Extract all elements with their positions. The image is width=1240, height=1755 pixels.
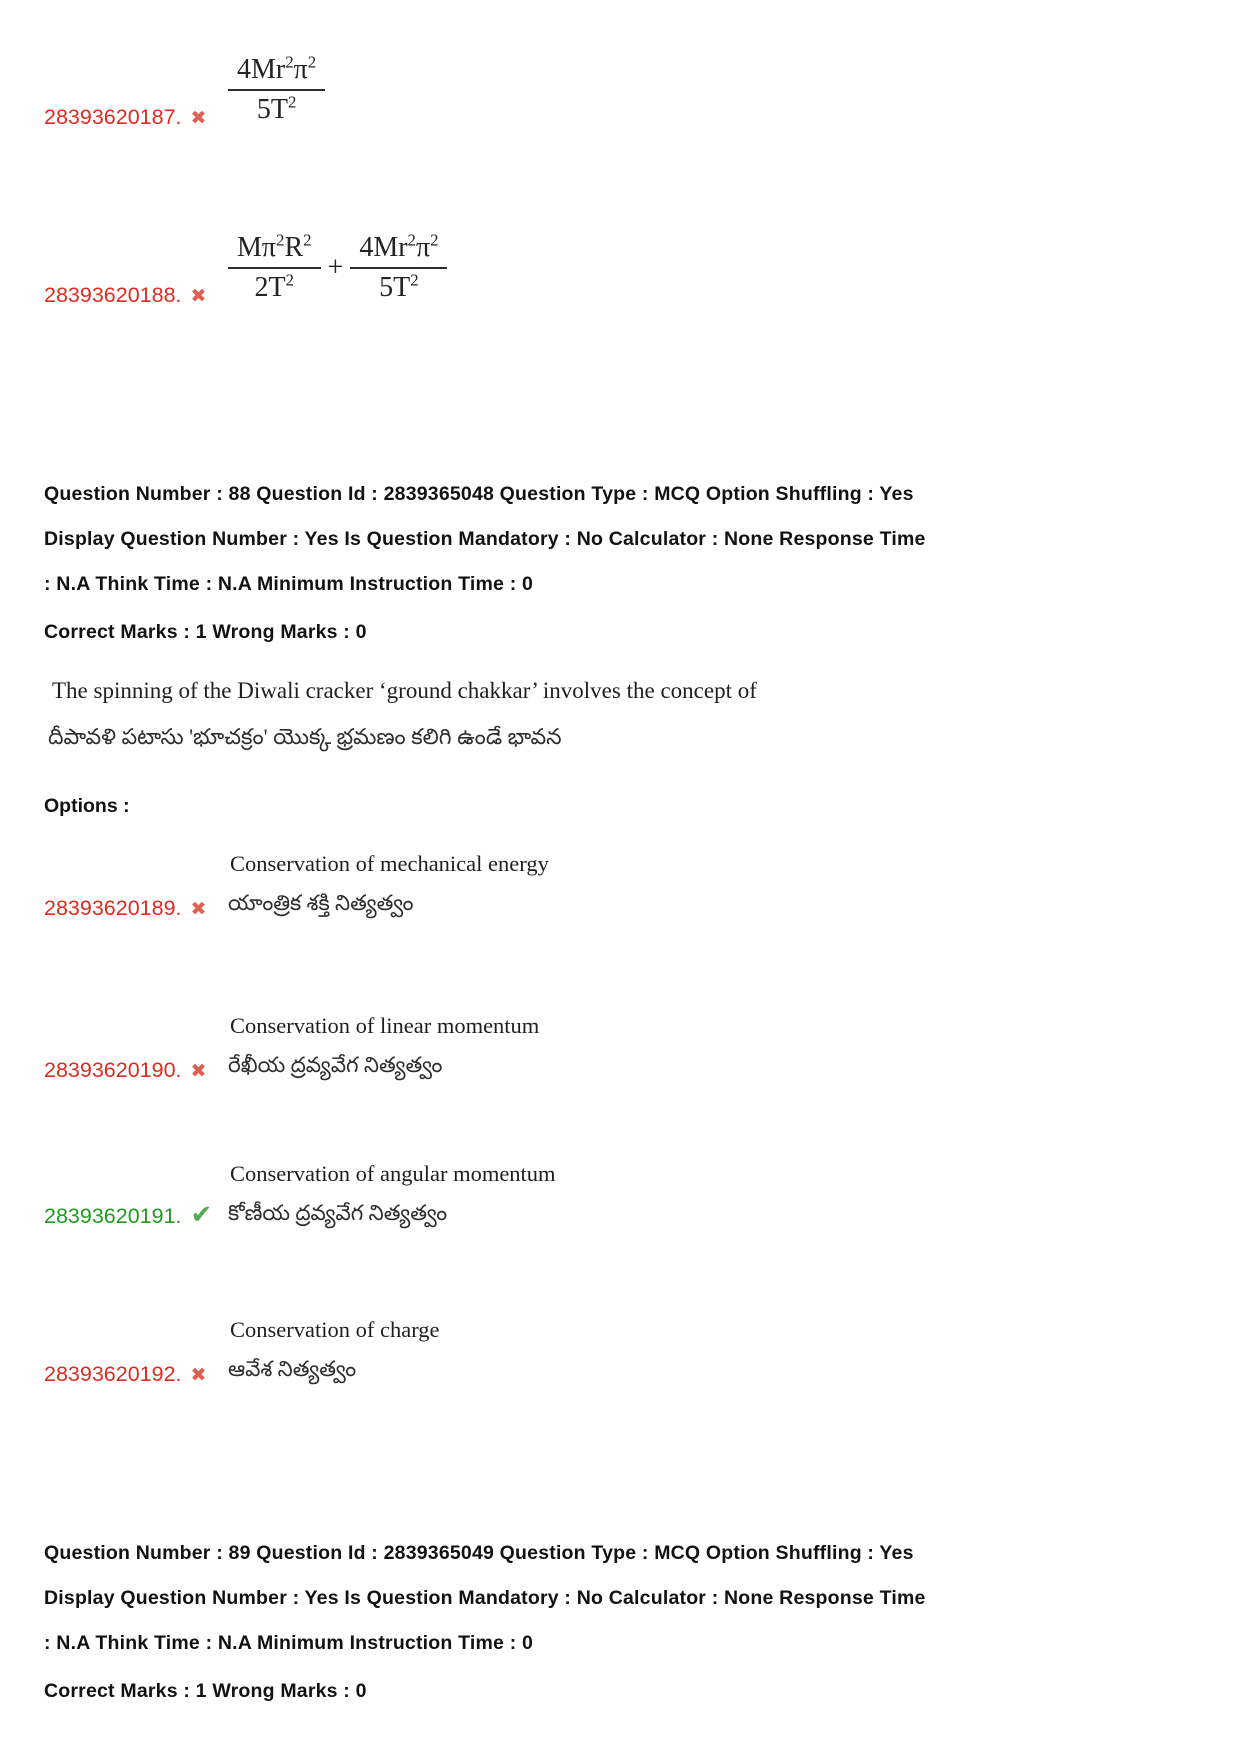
plus-operator: + xyxy=(327,252,344,283)
wrong-answer-icon: ✖ xyxy=(190,1060,207,1083)
formula-base: Mπ xyxy=(237,232,277,263)
correct-answer-icon: ✔ xyxy=(190,1200,213,1231)
question-meta-line: Question Number : 89 Question Id : 2839365049 Question Type : MCQ Option Shuffling : Yes xyxy=(44,1542,914,1564)
question-88-block xyxy=(44,472,1196,1387)
option-row-28393620187 xyxy=(44,52,1196,130)
option-id: 28393620191. xyxy=(44,1204,182,1229)
question-89-block xyxy=(44,1531,1196,1712)
formula-exponent: 2 xyxy=(285,270,294,290)
option-id-group xyxy=(44,1058,228,1083)
question-text-english: The spinning of the Diwali cracker ‘ground chakkar’ involves the concept of xyxy=(52,678,757,703)
option-id: 28393620187. xyxy=(44,105,182,130)
formula-exponent: 2 xyxy=(303,230,312,250)
formula-base: R xyxy=(284,232,304,263)
option-row-28393620189 xyxy=(44,849,1196,921)
option-text-english: Conservation of linear momentum xyxy=(230,1013,540,1038)
formula-exponent: 2 xyxy=(407,230,416,250)
option-content xyxy=(228,1011,539,1083)
option-text-telugu: రేఖీయ ద్రవ్యవేగ నిత్యత్వం xyxy=(228,1053,443,1077)
option-formula xyxy=(228,230,447,306)
option-text-english: Conservation of charge xyxy=(230,1317,440,1342)
formula-exponent: 2 xyxy=(410,270,419,290)
fraction-denominator xyxy=(228,91,325,128)
formula-exponent: 2 xyxy=(287,92,297,112)
formula-exponent: 2 xyxy=(430,230,439,250)
option-id: 28393620190. xyxy=(44,1058,182,1083)
option-id: 28393620188. xyxy=(44,283,182,308)
marks-line: Correct Marks : 1 Wrong Marks : 0 xyxy=(44,1680,367,1702)
question-meta-line: : N.A Think Time : N.A Minimum Instruction Time : 0 xyxy=(44,573,534,595)
question-meta-line: Question Number : 88 Question Id : 2839365048 Question Type : MCQ Option Shuffling : Yes xyxy=(44,483,914,505)
fraction-denominator xyxy=(350,269,447,306)
fraction xyxy=(228,52,325,128)
formula-exponent: 2 xyxy=(276,230,285,250)
question-meta-line: : N.A Think Time : N.A Minimum Instruction Time : 0 xyxy=(44,1632,534,1654)
option-text-english: Conservation of angular momentum xyxy=(230,1161,556,1186)
option-text-english: Conservation of mechanical energy xyxy=(230,851,549,876)
fraction xyxy=(228,230,321,306)
options-label: Options : xyxy=(44,795,130,817)
option-id-group xyxy=(44,283,228,308)
option-text-telugu: ఆవేశ నిత్యత్వం xyxy=(228,1357,357,1381)
question-meta-line: Display Question Number : Yes Is Question Mandatory : No Calculator : None Response Time xyxy=(44,1587,926,1609)
formula-base: π xyxy=(415,232,431,263)
option-row-28393620190 xyxy=(44,1011,1196,1083)
formula-exponent: 2 xyxy=(307,52,317,72)
option-id-group xyxy=(44,1362,228,1387)
option-id-group xyxy=(44,896,228,921)
question-88-metadata xyxy=(44,472,1196,607)
fraction xyxy=(350,230,447,306)
fraction-numerator xyxy=(350,230,447,269)
option-id-group xyxy=(44,1201,228,1231)
wrong-answer-icon: ✖ xyxy=(190,285,207,308)
option-text-telugu: కోణీయ ద్రవ్యవేగ నిత్యత్వం xyxy=(228,1201,448,1225)
formula-base: 2T xyxy=(254,272,286,303)
fraction-numerator xyxy=(228,230,321,269)
option-text-telugu: యాంత్రిక శక్తి నిత్యత్వం xyxy=(228,891,414,915)
question-89-metadata xyxy=(44,1531,1196,1666)
previous-question-options xyxy=(44,52,1196,308)
fraction-numerator xyxy=(228,52,325,91)
option-content xyxy=(228,1315,440,1387)
formula-base: 4Mr xyxy=(359,232,408,263)
formula-base: 5T xyxy=(379,272,411,303)
option-formula xyxy=(228,52,325,128)
fraction-denominator xyxy=(228,269,321,306)
formula-base: 4Mr xyxy=(237,54,286,85)
wrong-answer-icon: ✖ xyxy=(190,107,207,130)
wrong-answer-icon: ✖ xyxy=(190,1364,207,1387)
option-id: 28393620189. xyxy=(44,896,182,921)
question-text-telugu: దీపావళి పటాసు 'భూచక్రం' యొక్క భ్రమణం కలిగి ఉండే భావన xyxy=(48,724,562,749)
option-row-28393620192 xyxy=(44,1315,1196,1387)
formula-exponent: 2 xyxy=(285,52,294,72)
marks-line: Correct Marks : 1 Wrong Marks : 0 xyxy=(44,621,367,643)
formula-base: π xyxy=(293,54,308,85)
question-meta-line: Display Question Number : Yes Is Question Mandatory : No Calculator : None Response Time xyxy=(44,528,926,550)
wrong-answer-icon: ✖ xyxy=(190,898,207,921)
option-id: 28393620192. xyxy=(44,1362,182,1387)
option-row-28393620188 xyxy=(44,230,1196,308)
option-content xyxy=(228,1159,556,1231)
option-id-group xyxy=(44,105,228,130)
option-content xyxy=(228,849,549,921)
option-row-28393620191 xyxy=(44,1159,1196,1231)
formula-base: 5T xyxy=(256,94,288,125)
